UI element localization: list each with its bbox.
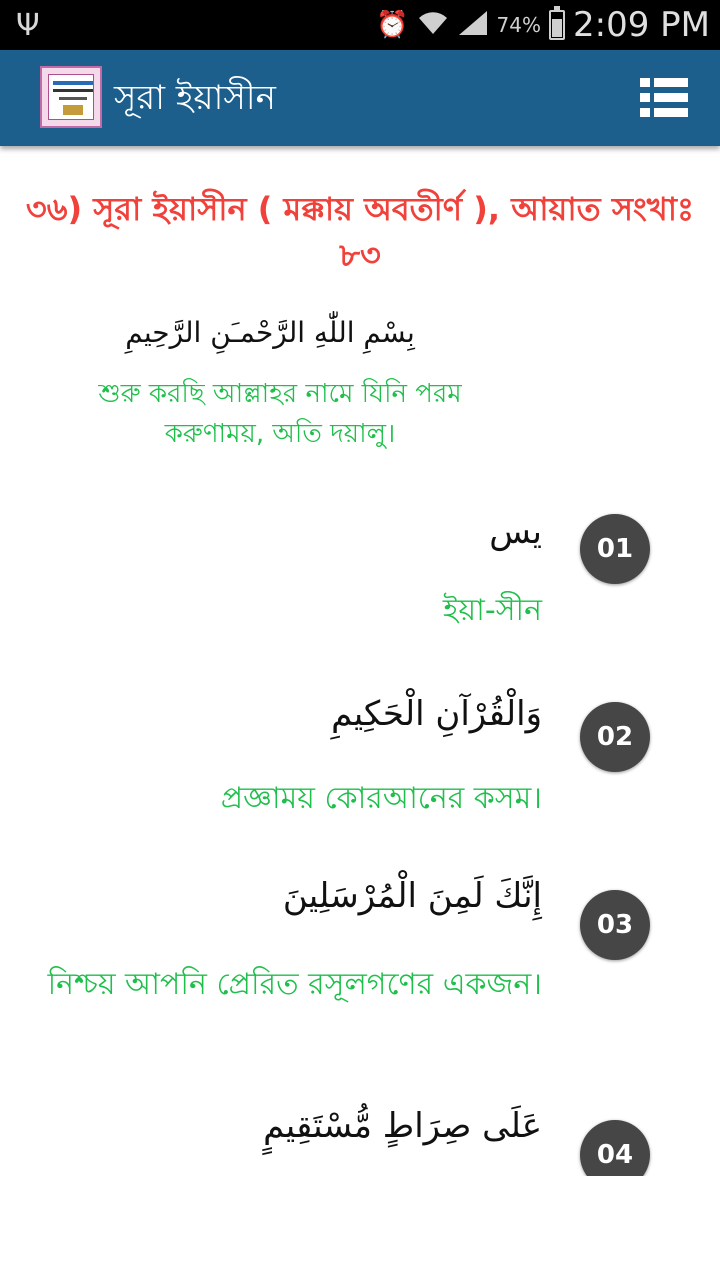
- usb-icon: Ψ: [16, 8, 40, 43]
- bismillah-arabic: بِسْمِ اللّٰهِ الرَّحْمـَنِ الرَّحِيمِ: [125, 316, 415, 349]
- app-bar: [0, 50, 720, 146]
- verse-arabic: يس: [489, 512, 542, 552]
- verse-arabic: وَالْقُرْآنِ الْحَكِيمِ: [331, 694, 542, 734]
- verse-arabic: إِنَّكَ لَمِنَ الْمُرْسَلِينَ: [282, 876, 542, 916]
- verse-translation: ইয়া-সীন: [442, 593, 542, 628]
- status-icons: [376, 0, 710, 50]
- verse-number-badge: 01: [580, 514, 650, 584]
- verse-translation: নিশ্চয় আপনি প্রেরিত রসূলগণের একজন।: [47, 967, 542, 1002]
- verse-number-badge: 03: [580, 890, 650, 960]
- app-logo[interactable]: [40, 66, 102, 128]
- app-title: সূরা ইয়াসীন: [114, 78, 276, 118]
- surah-content[interactable]: [0, 146, 720, 1176]
- status-bar: [0, 0, 720, 50]
- verse-arabic: عَلَى صِرَاطٍ مُّسْتَقِيمٍ: [263, 1106, 542, 1146]
- verse-translation: প্রজ্ঞাময় কোরআনের কসম।: [220, 781, 542, 816]
- clock: 2:09 PM: [573, 5, 710, 45]
- alarm-icon: ⏰: [376, 10, 409, 40]
- battery-percent: 74%: [496, 13, 541, 37]
- bismillah-translation: শুরু করছি আল্লাহর নামে যিনি পরম করুণাময়, অতি দয়ালু।: [98, 379, 462, 449]
- verse-number-badge: 02: [580, 702, 650, 772]
- verse-number-badge: 04: [580, 1120, 650, 1176]
- surah-heading: ৩৬) সূরা ইয়াসীন ( মক্কায় অবতীর্ণ ), আয়াত সংখাঃ ৮৩: [25, 190, 695, 274]
- signal-icon: [457, 9, 489, 42]
- wifi-icon: [417, 10, 449, 41]
- list-menu-icon[interactable]: [640, 78, 688, 118]
- battery-icon: [549, 10, 565, 40]
